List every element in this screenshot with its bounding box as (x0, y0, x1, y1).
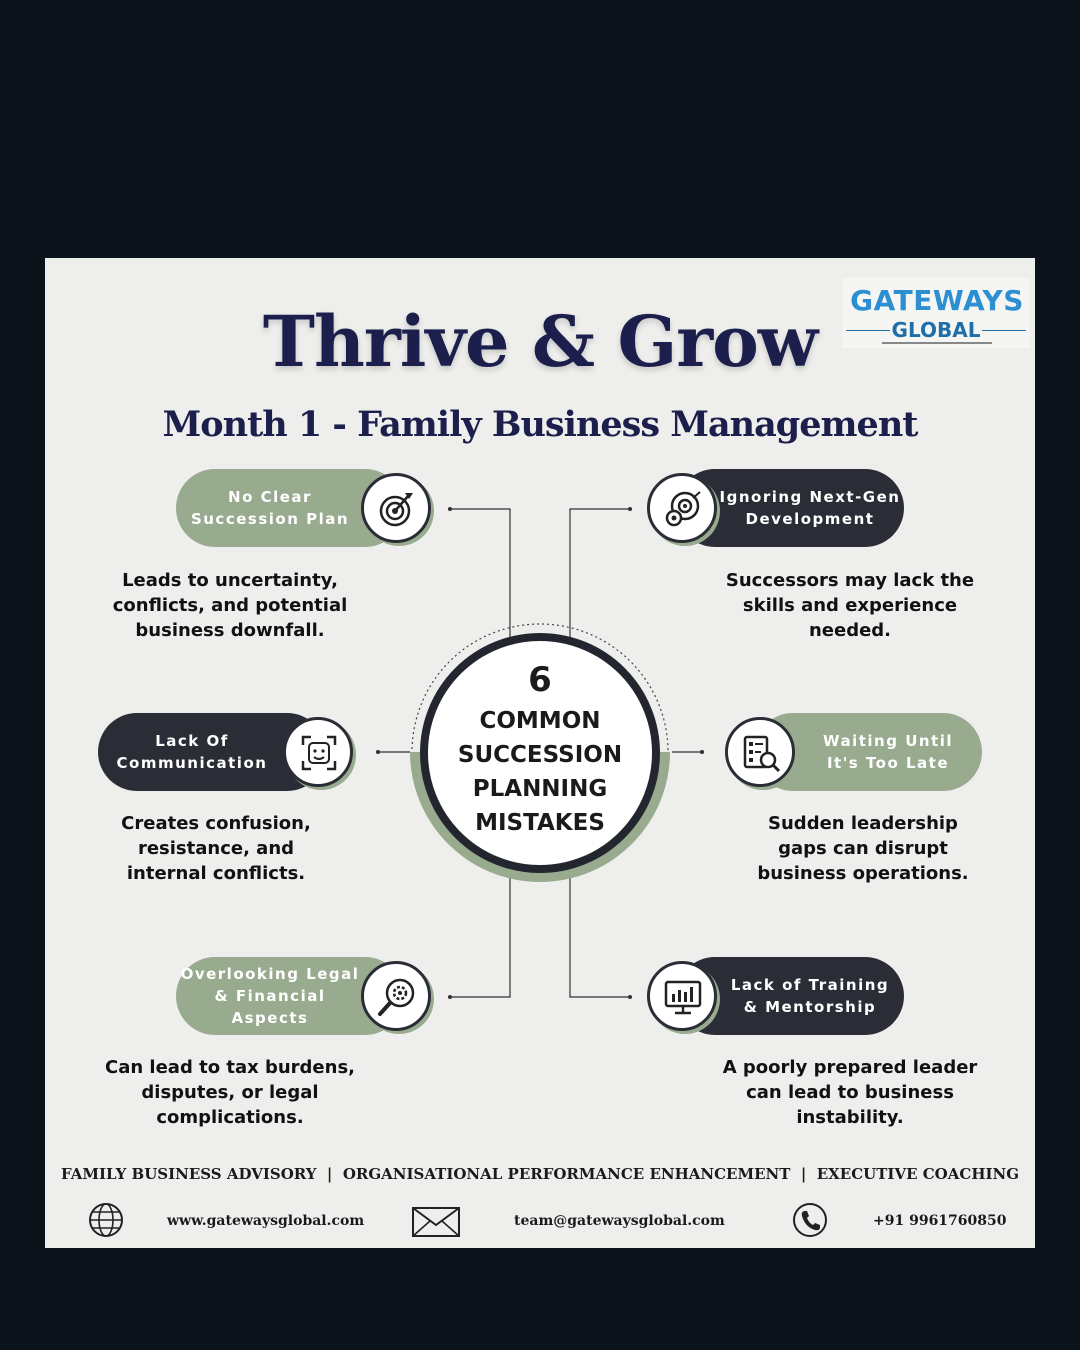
mistake-6-pill: Lack of Training & Mentorship (676, 957, 904, 1035)
target-icon (361, 473, 431, 543)
face-scan-icon (283, 717, 353, 787)
mistake-5-pill: Overlooking Legal & Financial Aspects (176, 957, 404, 1035)
mistake-3-desc: Creates confusion, resistance, and internal conflicts. (121, 813, 311, 884)
mistake-2-desc: Successors may lack the skills and experience needed. (725, 570, 975, 641)
center-number: 6 (528, 660, 552, 700)
target-gear-icon (647, 473, 717, 543)
mistake-6-desc: A poorly prepared leader can lead to business instability. (722, 1057, 978, 1128)
logo-wordmark: GATEWAYS (850, 284, 1024, 317)
envelope-icon (411, 1206, 461, 1238)
mistake-2-pill: Ignoring Next-Gen Development (676, 469, 904, 547)
mistake-3-pill: Lack Of Communication (98, 713, 326, 791)
mistake-4-desc: Sudden leadership gaps can disrupt business operations. (757, 813, 969, 884)
email-link[interactable]: team@gatewaysglobal.com (514, 1213, 725, 1229)
page-subtitle: Month 1 - Family Business Management (162, 404, 918, 445)
page-title: Thrive & Grow (262, 300, 818, 383)
services-list: FAMILY BUSINESS ADVISORY | ORGANISATIONAL PERFORMANCE ENHANCEMENT | EXECUTIVE COACHING (60, 1165, 1020, 1183)
checklist-search-icon (725, 717, 795, 787)
mistake-1-pill: No Clear Succession Plan (176, 469, 404, 547)
mistake-4-pill: Waiting Until It's Too Late (754, 713, 982, 791)
globe-icon (88, 1202, 124, 1238)
website-link[interactable]: www.gatewaysglobal.com (167, 1213, 365, 1229)
phone-icon (792, 1202, 828, 1238)
phone-number[interactable]: +91 9961760850 (873, 1213, 1007, 1229)
mistake-1-desc: Leads to uncertainty, conflicts, and potential business downfall. (112, 570, 348, 641)
mistake-5-desc: Can lead to tax burdens, disputes, or legal complications. (104, 1057, 355, 1128)
center-title: COMMON SUCCESSION PLANNING MISTAKES (457, 708, 623, 836)
logo-subword: GLOBAL (891, 318, 981, 342)
monitor-chart-icon (647, 961, 717, 1031)
magnifier-gear-icon (361, 961, 431, 1031)
